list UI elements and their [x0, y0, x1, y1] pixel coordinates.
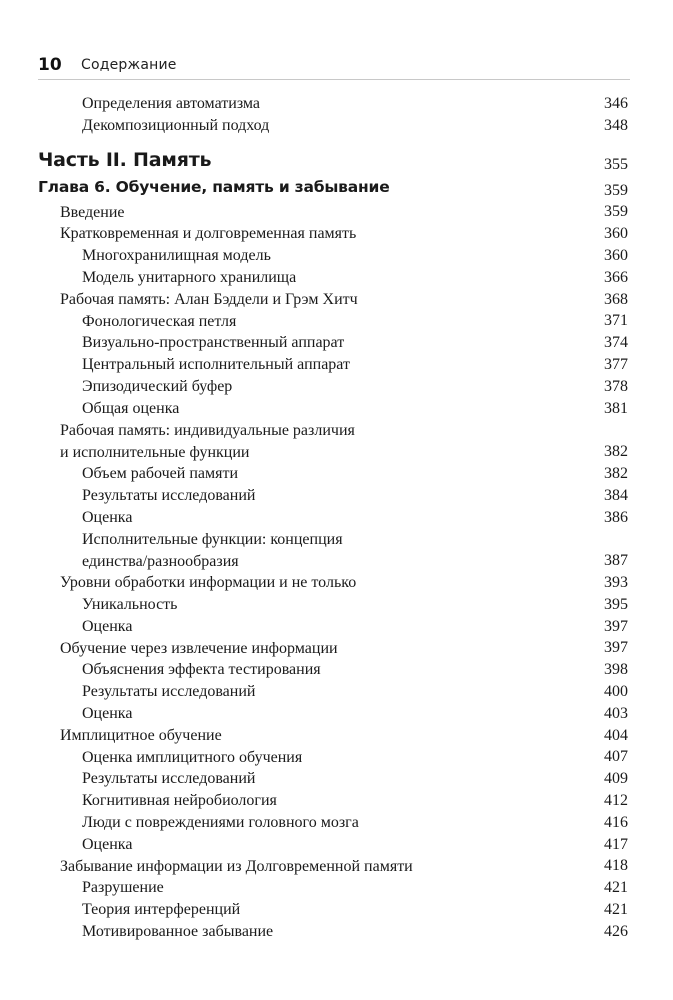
toc-entry-page: 395 — [604, 595, 628, 613]
toc-entry-title — [82, 812, 359, 834]
toc-entry — [0, 485, 673, 507]
toc-entry-title-line: Введение — [60, 203, 125, 221]
toc-entry — [0, 812, 673, 834]
toc-entry-title-line: Многохранилищная модель — [82, 247, 271, 265]
toc-entry — [0, 659, 673, 681]
toc-entry-title-line: Визуально-пространственный аппарат — [82, 334, 345, 352]
toc-entry-title-line: Уровни обработки информации и не только — [60, 574, 357, 592]
toc-entry-title — [38, 176, 390, 198]
toc-entry-title — [82, 703, 132, 725]
toc-entry-title — [82, 332, 344, 354]
toc-entry — [0, 376, 673, 398]
toc-entry-title — [60, 856, 413, 878]
toc-entry-title-line: Объяснения эффекта тестирования — [82, 661, 321, 679]
toc-entry-page: 418 — [604, 857, 628, 875]
toc-entry-title — [82, 463, 238, 485]
toc-entry-title-line: Результаты исследований — [82, 487, 256, 504]
toc-entry-title-line: Мотивированное забывание — [82, 923, 274, 940]
toc-entry-page: 371 — [604, 312, 628, 330]
toc-entry-page: 404 — [604, 726, 628, 744]
toc-entry-title-line: Рабочая память: Алан Бэддели и Грэм Хитч — [60, 290, 358, 308]
toc-entry-title — [82, 376, 232, 398]
toc-entry-title-line: Модель унитарного хранилища — [82, 269, 297, 286]
toc-entry-title — [60, 202, 125, 224]
toc-entry-page: 398 — [604, 661, 628, 679]
toc-entry-title-line: Забывание информации из Долговременной памяти — [60, 857, 413, 875]
toc-entry-title — [60, 638, 338, 660]
toc-entry-title — [82, 659, 321, 681]
toc-entry-title — [38, 148, 211, 172]
toc-entry-title-line: Обучение через извлечение информации — [60, 639, 338, 657]
toc-entry-title-line: Кратковременная и долговременная память — [60, 225, 357, 243]
toc-entry-title-line: Оценка — [82, 835, 133, 853]
toc-entry-title — [82, 115, 269, 137]
toc-entry-title — [82, 768, 255, 790]
toc-entry-page: 387 — [604, 552, 628, 570]
toc-entry-title — [82, 507, 132, 529]
toc-entry-title-line: Определения автоматизма — [82, 95, 261, 112]
toc-entry-title-line: Оценка — [82, 508, 133, 526]
toc-entry-page: 426 — [604, 922, 628, 940]
toc-entry-title — [82, 93, 260, 115]
toc-entry — [0, 790, 673, 812]
toc-entry — [0, 856, 673, 878]
toc-entry — [0, 529, 673, 573]
toc-entry-title-line: единства/разнообразия — [82, 552, 239, 570]
toc-entry — [0, 594, 673, 616]
toc-entry-page: 366 — [604, 268, 628, 286]
toc-entry-title-line: Эпизодический буфер — [82, 378, 233, 395]
toc-entry-page: 382 — [604, 443, 628, 461]
toc-entry-title-line: Общая оценка — [82, 399, 180, 417]
toc-entry — [0, 877, 673, 899]
toc-entry-title — [82, 594, 177, 616]
toc-entry-title-line: Уникальность — [82, 596, 178, 613]
toc-entry-title — [82, 899, 240, 921]
toc-entry-title-line: Рабочая память: индивидуальные различия — [60, 421, 355, 439]
toc-entry-page: 382 — [604, 464, 628, 482]
toc-entry-title — [82, 398, 179, 420]
toc-entry-title — [82, 790, 277, 812]
toc-entry-page: 360 — [604, 246, 628, 264]
toc-entry-page: 417 — [604, 835, 628, 853]
toc-entry — [0, 463, 673, 485]
toc-entry-page: 421 — [604, 900, 628, 918]
toc-entry-page: 384 — [604, 486, 628, 504]
toc-entry-title-line: Центральный исполнительный аппарат — [82, 356, 350, 374]
toc-entry-page: 368 — [604, 290, 628, 308]
toc-entry-title-line: Фонологическая петля — [82, 312, 237, 330]
toc-entry — [0, 398, 673, 420]
toc-entry-title — [82, 921, 273, 943]
toc-entry-title-line: Глава 6. Обучение, память и забывание — [38, 177, 390, 196]
toc-entry-title — [60, 420, 355, 464]
toc-entry-page: 409 — [604, 770, 628, 788]
toc-entry — [0, 768, 673, 790]
toc-entry — [0, 725, 673, 747]
toc-entry-page: 403 — [604, 704, 628, 722]
running-header-title: Содержание — [81, 57, 177, 73]
toc-entry-page: 381 — [604, 399, 628, 417]
toc-entry-title-line: Когнитивная нейробиология — [82, 792, 277, 810]
toc-entry-page: 359 — [604, 181, 628, 199]
toc-entry — [0, 420, 673, 464]
toc-entry-page: 421 — [604, 879, 628, 897]
toc-entry-page: 393 — [604, 573, 628, 591]
toc-entry-title — [82, 529, 343, 573]
toc-entry-title — [82, 834, 132, 856]
toc-entry-title — [82, 616, 132, 638]
toc-entry-title-line: Исполнительные функции: концепция — [82, 530, 343, 548]
toc-entry — [0, 176, 673, 202]
toc-entry — [0, 638, 673, 660]
toc-entry — [0, 245, 673, 267]
toc-entry-page: 378 — [604, 377, 628, 395]
toc-entry-title — [82, 267, 296, 289]
toc-entry-page: 346 — [604, 94, 628, 112]
toc-entry-page: 397 — [604, 639, 628, 657]
toc-entry-title-line: Часть II. Память — [38, 148, 212, 171]
toc-entry-page: 377 — [604, 355, 628, 373]
toc-entry-title — [82, 747, 302, 769]
toc-entry-title — [82, 485, 255, 507]
toc-entry-title — [82, 354, 350, 376]
toc-entry — [0, 572, 673, 594]
page-number: 10 — [38, 55, 62, 75]
toc-entry-title-line: Имплицитное обучение — [60, 726, 222, 744]
toc-entry-title-line: Оценка — [82, 705, 133, 722]
toc-entry-page: 397 — [604, 617, 628, 635]
toc-entry-title-line: и исполнительные функции — [60, 443, 250, 461]
toc-entry-title-line: Люди с повреждениями головного мозга — [82, 814, 359, 831]
toc-entry — [0, 616, 673, 638]
toc-entry — [0, 115, 673, 137]
toc-entry-title-line: Оценка имплицитного обучения — [82, 748, 303, 766]
toc-entry-title — [60, 572, 356, 594]
toc-entry-title — [82, 245, 271, 267]
toc-entry-page: 355 — [604, 155, 628, 173]
toc-entry-page: 374 — [604, 334, 628, 352]
toc-entry-title-line: Результаты исследований — [82, 683, 256, 701]
toc-entry — [0, 354, 673, 376]
toc-entry-title-line: Оценка — [82, 617, 133, 635]
toc-entry — [0, 507, 673, 529]
toc-entry-title — [82, 311, 236, 333]
toc-entry-page: 386 — [604, 508, 628, 526]
toc-entry-title — [82, 877, 164, 899]
toc-entry-page: 360 — [604, 225, 628, 243]
toc-entry-title-line: Результаты исследований — [82, 770, 256, 788]
toc-entry-title-line: Объем рабочей памяти — [82, 465, 239, 483]
toc-entry-page: 359 — [604, 203, 628, 221]
toc-entry-title-line: Теория интерференций — [82, 901, 241, 919]
toc-entry-title-line: Разрушение — [82, 879, 164, 897]
toc-entry-title — [82, 681, 255, 703]
toc-entry-page: 348 — [604, 116, 628, 134]
toc-entry — [0, 747, 673, 769]
toc-entry — [0, 899, 673, 921]
toc-entry-title — [60, 725, 222, 747]
toc-entry — [0, 267, 673, 289]
toc-entry-title-line: Декомпозиционный подход — [82, 116, 270, 134]
toc-entry — [0, 148, 673, 176]
toc-entry — [0, 921, 673, 943]
toc-entry — [0, 332, 673, 354]
toc-entry — [0, 202, 673, 224]
toc-entry — [0, 703, 673, 725]
toc-entry — [0, 681, 673, 703]
toc-entry-page: 407 — [604, 748, 628, 766]
toc-entry-title — [60, 289, 358, 311]
toc-entry-page: 400 — [604, 682, 628, 700]
toc-entry — [0, 289, 673, 311]
toc-entry — [0, 223, 673, 245]
toc-entry — [0, 93, 673, 115]
toc-entry — [0, 311, 673, 333]
toc-entry-page: 416 — [604, 813, 628, 831]
toc-entry — [0, 834, 673, 856]
toc-entry-title — [60, 223, 356, 245]
toc-entry-page: 412 — [604, 791, 628, 809]
